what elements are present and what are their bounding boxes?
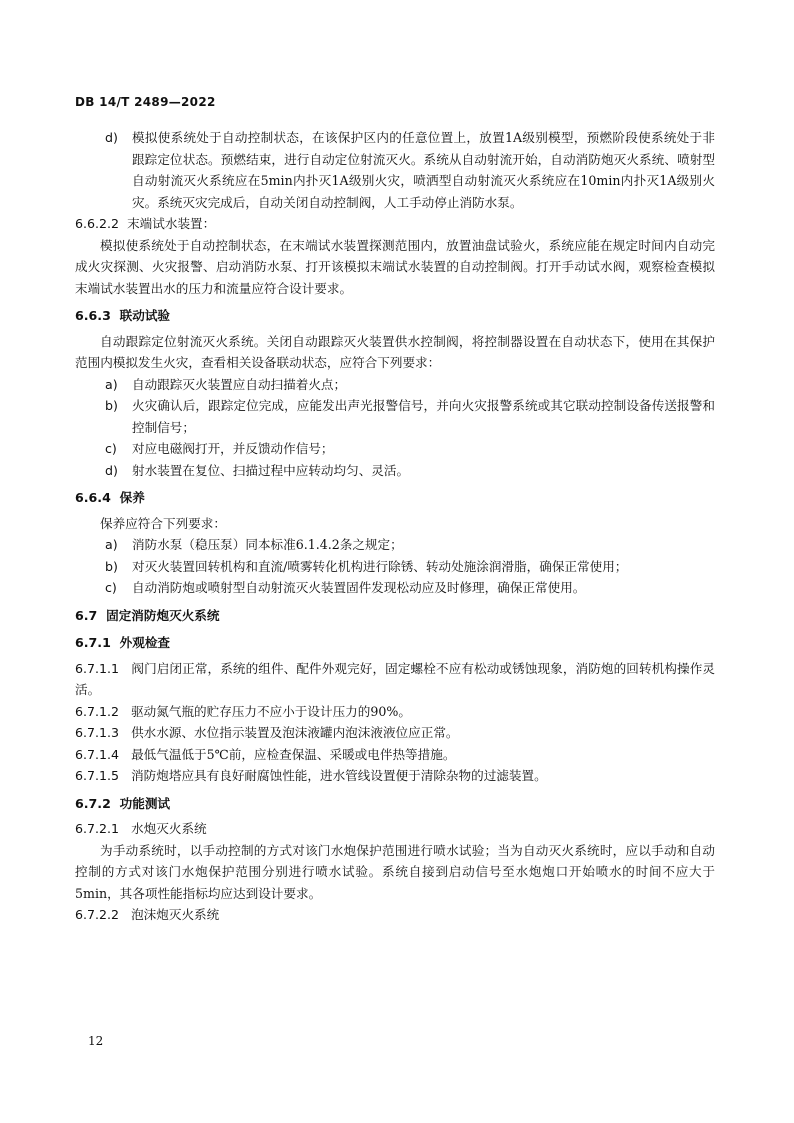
section-number: 6.6.4 xyxy=(75,490,111,505)
section-number: 6.6.3 xyxy=(75,308,111,323)
section-6-6-3-heading xyxy=(75,305,715,327)
clause-number: 6.6.2.2 xyxy=(75,216,120,231)
section-title: 功能测试 xyxy=(119,795,171,811)
section-number: 6.7 xyxy=(75,607,98,623)
clause-6-7-1-2 xyxy=(75,701,715,723)
list-item-text: 自动跟踪灭火装置应自动扫描着火点； xyxy=(132,376,347,392)
list-item-text: 消防水泵（稳压泵）同本标准6.1.4.2条之规定； xyxy=(132,537,403,552)
document-code: DB 14/T 2489—2022 xyxy=(75,95,216,109)
clause-6-7-1-5 xyxy=(75,765,715,787)
section-6-7-1-heading xyxy=(75,632,715,654)
paragraph: 为手动系统时，以手动控制的方式对该门水炮保护范围进行喷水试验；当为自动灭火系统时，应以手动和自动控制的方式对该门水炮保护范围分别进行喷水试验。系统自接到启动信号至水炮炮口开始喷水的时间不应大于5min，其各项性能指标均应达到设计要求。 xyxy=(75,842,715,901)
section-title: 固定消防炮灭火系统 xyxy=(106,607,220,623)
clause-6-7-1-3 xyxy=(75,722,715,744)
section-title: 联动试验 xyxy=(119,308,171,323)
list-item-text: 对灭火装置回转机构和直流/喷雾转化机构进行除锈、转动处施涂润滑脂，确保正常使用； xyxy=(132,558,628,574)
clause-6-7-1-1 xyxy=(75,658,715,701)
list-item xyxy=(75,534,715,556)
clause-number: 6.7.1.4 xyxy=(75,746,120,762)
clause-text: 消防炮塔应具有良好耐腐蚀性能，进水管线设置便于清除杂物的过滤装置。 xyxy=(131,768,547,783)
section-6-7-2-heading xyxy=(75,793,715,815)
clause-number: 6.7.2.1 xyxy=(75,821,120,836)
list-item-text: 火灾确认后，跟踪定位完成，应能发出声光报警信号，并向火灾报警系统或其它联动控制设备传送报警和控制信号； xyxy=(132,398,715,435)
section-number: 6.7.1 xyxy=(75,635,111,650)
clause-6-7-1-4 xyxy=(75,744,715,766)
clause-number: 6.7.1.5 xyxy=(75,768,120,783)
list-item xyxy=(75,127,715,213)
list-item xyxy=(75,556,715,578)
clause-number: 6.7.2.2 xyxy=(75,907,120,922)
list-item xyxy=(75,374,715,396)
section-number: 6.7.2 xyxy=(75,795,111,811)
list-item xyxy=(75,577,715,599)
list-item xyxy=(75,438,715,460)
list-item-label: b) xyxy=(105,398,118,413)
list-item-text: 自动消防炮或喷射型自动射流灭火装置固件发现松动应及时修理，确保正常使用。 xyxy=(132,580,586,595)
clause-number: 6.7.1.1 xyxy=(75,660,120,676)
clause-text: 供水水源、水位指示装置及泡沫液罐内泡沫液液位应正常。 xyxy=(131,725,459,740)
page-number: 12 xyxy=(88,1034,104,1048)
section-6-7-heading xyxy=(75,605,715,627)
list-item-text: 射水装置在复位、扫描过程中应转动均匀、灵活。 xyxy=(132,462,410,478)
paragraph: 自动跟踪定位射流灭火系统。关闭自动跟踪灭火装置供水控制阀，将控制器设置在自动状态下，使用在其保护范围内模拟发生火灾，查看相关设备联动状态，应符合下列要求： xyxy=(75,333,715,370)
clause-title: 泡沫炮灭火系统 xyxy=(131,907,220,922)
list-item-label: b) xyxy=(105,558,118,574)
list-item-text: 对应电磁阀打开，并反馈动作信号； xyxy=(132,441,334,456)
clause-6-7-2-2-heading xyxy=(75,904,715,926)
paragraph: 保养应符合下列要求： xyxy=(100,515,226,531)
section-title: 外观检查 xyxy=(119,635,171,650)
list-item-label: a) xyxy=(105,376,118,392)
clause-6-7-2-1-heading xyxy=(75,818,715,840)
list-item-label: c) xyxy=(105,580,117,595)
clause-text: 阀门启闭正常，系统的组件、配件外观完好，固定螺栓不应有松动或锈蚀现象，消防炮的回转机构操作灵活。 xyxy=(75,660,716,697)
clause-title: 末端试水装置： xyxy=(127,216,216,231)
list-item-label: a) xyxy=(105,537,118,552)
list-item-label: c) xyxy=(105,441,117,456)
list-item-text: 模拟使系统处于自动控制状态，在该保护区内的任意位置上，放置1A级别模型，预燃阶段使系统处于非跟踪定位状态。预燃结束，进行自动定位射流灭火。系统从自动射流开始，自动消防炮灭火系统、喷射型自动射流灭火系统应在5min内扑灭1A级别火灾，喷洒型自动射流灭火系统应在10min内扑灭1A级别火灾。系统灭灾完成后，自动关闭自动控制阀，人工手动停止消防水泵。 xyxy=(132,130,715,210)
list-item-label: d) xyxy=(105,130,118,145)
clause-title: 水炮灭火系统 xyxy=(131,821,207,836)
clause-number: 6.7.1.2 xyxy=(75,703,120,719)
clause-text: 最低气温低于5℃前，应检查保温、采暖或电伴热等措施。 xyxy=(131,746,456,762)
clause-text: 驱动氮气瓶的贮存压力不应小于设计压力的90%。 xyxy=(131,703,411,719)
section-6-6-4-heading xyxy=(75,487,715,509)
list-item-label: d) xyxy=(105,462,118,478)
page-content xyxy=(75,127,715,926)
clause-6-6-2-2-heading xyxy=(75,213,715,235)
paragraph: 模拟使系统处于自动控制状态，在末端试水装置探测范围内，放置油盘试验火，系统应能在规定时间内自动完成火灾探测、火灾报警、启动消防水泵、打开该模拟末端试水装置的自动控制阀。打开手动试水阀，观察检查模拟末端试水装置出水的压力和流量应符合设计要求。 xyxy=(75,237,715,296)
list-item xyxy=(75,460,715,482)
section-title: 保养 xyxy=(119,490,145,505)
list-item xyxy=(75,395,715,438)
clause-number: 6.7.1.3 xyxy=(75,725,120,740)
